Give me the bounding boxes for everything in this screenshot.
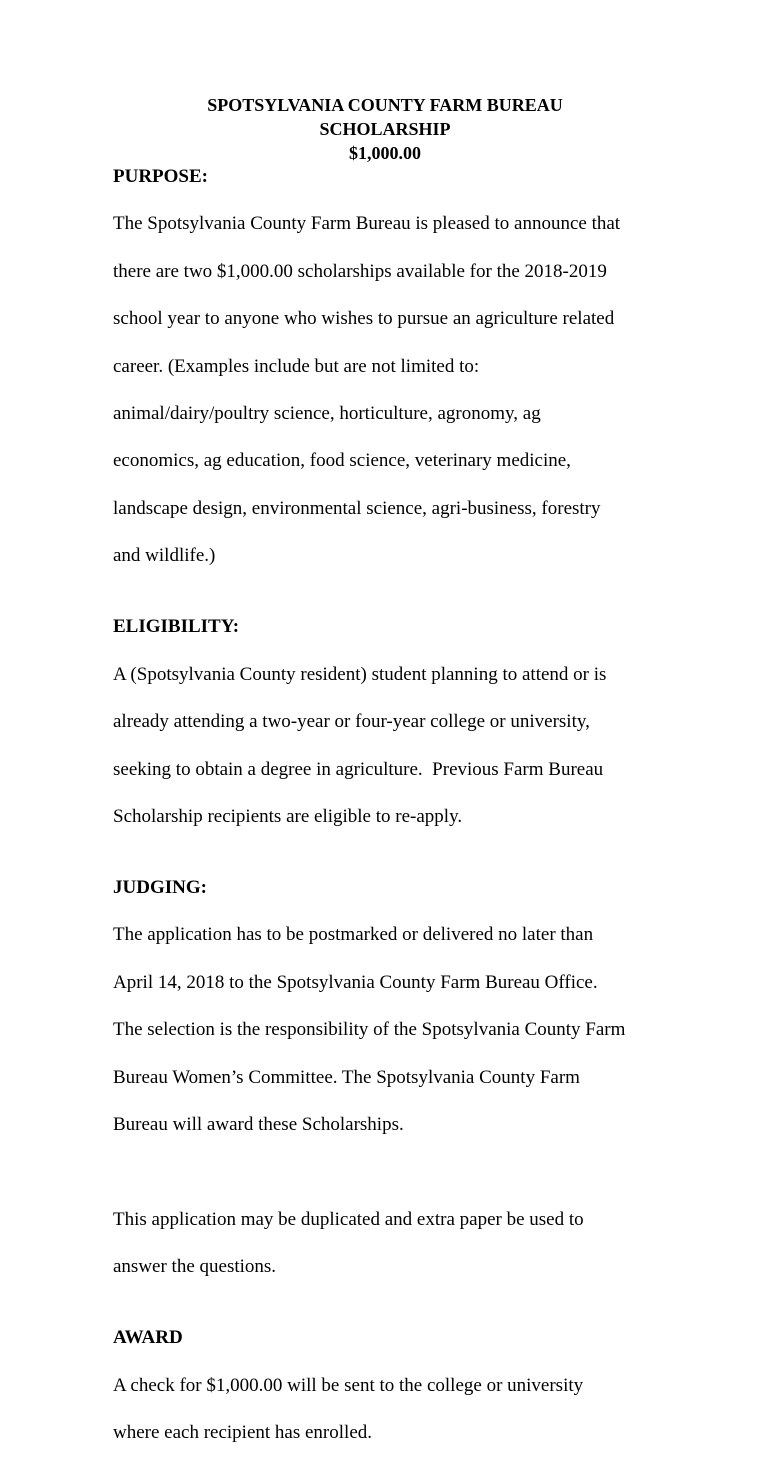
eligibility-section (113, 615, 673, 852)
judging-line: Bureau Women’s Committee. The Spotsylvania County Farm (113, 1066, 580, 1088)
award-line: A check for $1,000.00 will be sent to the college or university (113, 1374, 584, 1396)
section-spacer (113, 1161, 673, 1185)
note-section (113, 1184, 673, 1303)
eligibility-line: already attending a two-year or four-year college or university, (113, 711, 590, 733)
section-spacer (113, 1303, 673, 1327)
judging-line: Bureau will award these Scholarships. (113, 1114, 404, 1136)
section-spacer (113, 592, 673, 616)
note-paragraph (113, 1184, 673, 1303)
judging-section (113, 876, 673, 1160)
title-line-1: SPOTSYLVANIA COUNTY FARM BUREAU (207, 95, 563, 115)
judging-heading: JUDGING: (113, 877, 207, 899)
purpose-line: animal/dairy/poultry science, horticulture, agronomy, ag (113, 403, 541, 425)
document-page (113, 93, 673, 1469)
purpose-line: there are two $1,000.00 scholarships available for the 2018-2019 (113, 260, 607, 282)
judging-paragraph (113, 900, 673, 1161)
award-line: where each recipient has enrolled. (113, 1422, 373, 1444)
judging-line: April 14, 2018 to the Spotsylvania County Farm Bureau Office. (113, 971, 598, 993)
judging-line: The application has to be postmarked or delivered no later than (113, 924, 594, 946)
section-spacer (113, 852, 673, 876)
judging-line: The selection is the responsibility of the Spotsylvania County Farm (113, 1019, 626, 1041)
eligibility-line: Scholarship recipients are eligible to re-apply. (113, 805, 463, 827)
title-line-3: $1,000.00 (349, 143, 421, 163)
purpose-line: school year to anyone who wishes to pursue an agriculture related (113, 308, 615, 330)
eligibility-line: A (Spotsylvania County resident) student planning to attend or is (113, 663, 607, 685)
eligibility-heading: ELIGIBILITY: (113, 616, 240, 638)
purpose-paragraph (113, 189, 673, 592)
purpose-section (113, 165, 673, 592)
eligibility-line: seeking to obtain a degree in agriculture. Previous Farm Bureau (113, 758, 604, 780)
award-section (113, 1326, 673, 1468)
document-title (165, 93, 605, 165)
note-line: This application may be duplicated and extra paper be used to (113, 1208, 584, 1230)
purpose-heading: PURPOSE: (113, 166, 208, 187)
note-line: answer the questions. (113, 1256, 277, 1278)
purpose-line: landscape design, environmental science, agri-business, forestry (113, 497, 601, 519)
award-heading: AWARD (113, 1327, 183, 1349)
purpose-line: economics, ag education, food science, veterinary medicine, (113, 450, 571, 472)
purpose-line: career. (Examples include but are not limited to: (113, 355, 480, 377)
title-line-2: SCHOLARSHIP (319, 119, 451, 139)
eligibility-paragraph (113, 639, 673, 852)
purpose-line: The Spotsylvania County Farm Bureau is pleased to announce that (113, 213, 621, 235)
award-paragraph (113, 1350, 673, 1469)
purpose-line: and wildlife.) (113, 545, 216, 567)
